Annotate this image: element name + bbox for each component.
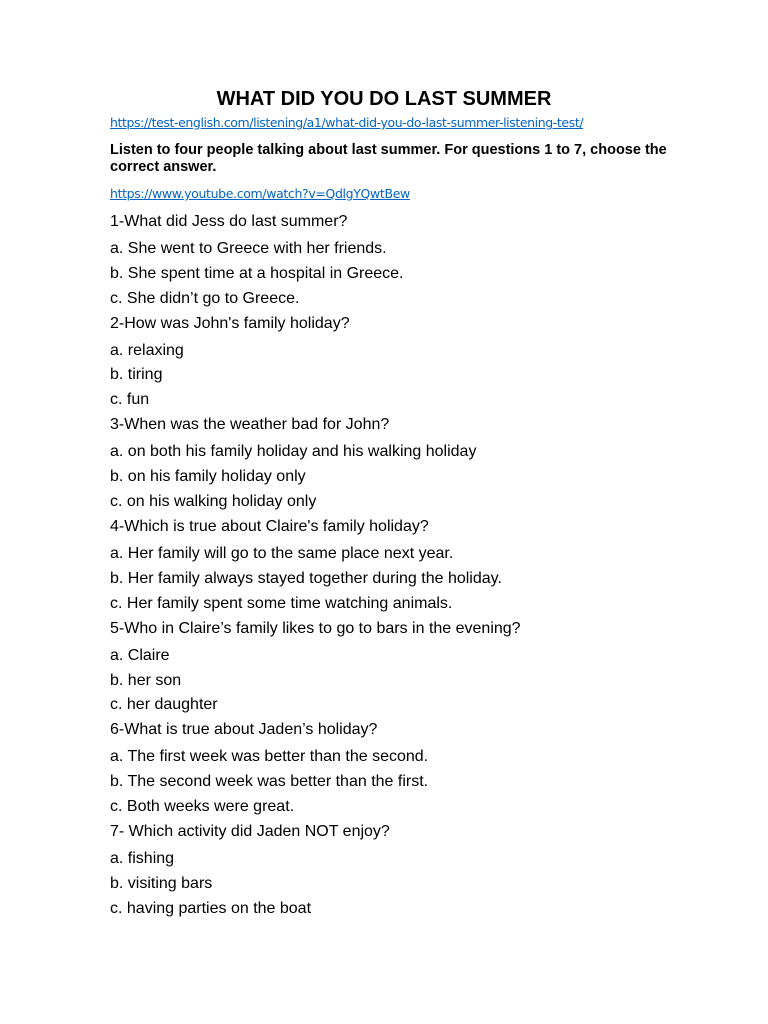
question-1-option-a: a. She went to Greece with her friends. xyxy=(110,240,387,257)
question-block-4 xyxy=(110,514,730,616)
question-7-option-c: c. having parties on the boat xyxy=(110,899,312,917)
youtube-video-link[interactable]: https://www.youtube.com/watch?v=QdlgYQwtBew xyxy=(110,186,410,201)
question-3: 3-When was the weather bad for John? xyxy=(110,416,390,434)
question-5-option-c: c. her daughter xyxy=(110,696,218,714)
question-block-3 xyxy=(110,412,730,514)
question-5: 5-Who in Claire’s family likes to go to bars in the evening? xyxy=(110,619,521,637)
question-5-option-b: b. her son xyxy=(110,671,182,689)
question-4: 4-Which is true about Claire's family holiday? xyxy=(110,518,429,536)
question-2: 2-How was John's family holiday? xyxy=(110,314,350,332)
instructions-text: Listen to four people talking about last summer. For questions 1 to 7, choose the correct answer. xyxy=(110,142,667,175)
question-block-5 xyxy=(110,616,730,718)
question-block-2 xyxy=(110,311,730,413)
question-1-option-b: b. She spent time at a hospital in Greece. xyxy=(110,264,404,282)
question-list xyxy=(110,209,730,921)
question-4-option-b: b. Her family always stayed together during the holiday. xyxy=(110,569,502,587)
question-3-option-a: a. on both his family holiday and his walking holiday xyxy=(110,443,477,461)
question-5-option-a: a. Claire xyxy=(110,646,170,664)
question-1: 1-What did Jess do last summer? xyxy=(110,213,348,230)
question-7: 7- Which activity did Jaden NOT enjoy? xyxy=(110,823,390,841)
question-6-option-c: c. Both weeks were great. xyxy=(110,798,295,816)
question-6: 6-What is true about Jaden’s holiday? xyxy=(110,721,378,739)
question-block-6 xyxy=(110,717,730,819)
question-block-7 xyxy=(110,819,730,921)
question-block-1 xyxy=(110,209,730,311)
question-7-option-b: b. visiting bars xyxy=(110,874,213,892)
question-2-option-c: c. fun xyxy=(110,391,150,409)
question-7-option-a: a. fishing xyxy=(110,850,175,868)
question-6-option-a: a. The first week was better than the second. xyxy=(110,748,429,766)
question-3-option-b: b. on his family holiday only xyxy=(110,468,306,486)
document-title: WHAT DID YOU DO LAST SUMMER xyxy=(216,88,552,110)
question-1-option-c: c. She didn’t go to Greece. xyxy=(110,289,300,307)
question-4-option-a: a. Her family will go to the same place next year. xyxy=(110,545,454,563)
question-2-option-b: b. tiring xyxy=(110,366,163,384)
question-2-option-a: a. relaxing xyxy=(110,341,184,359)
question-3-option-c: c. on his walking holiday only xyxy=(110,492,317,510)
test-english-link[interactable]: https://test-english.com/listening/a1/what-did-you-do-last-summer-listening-test/ xyxy=(110,115,584,130)
question-4-option-c: c. Her family spent some time watching animals. xyxy=(110,594,453,612)
question-6-option-b: b. The second week was better than the first. xyxy=(110,773,429,791)
